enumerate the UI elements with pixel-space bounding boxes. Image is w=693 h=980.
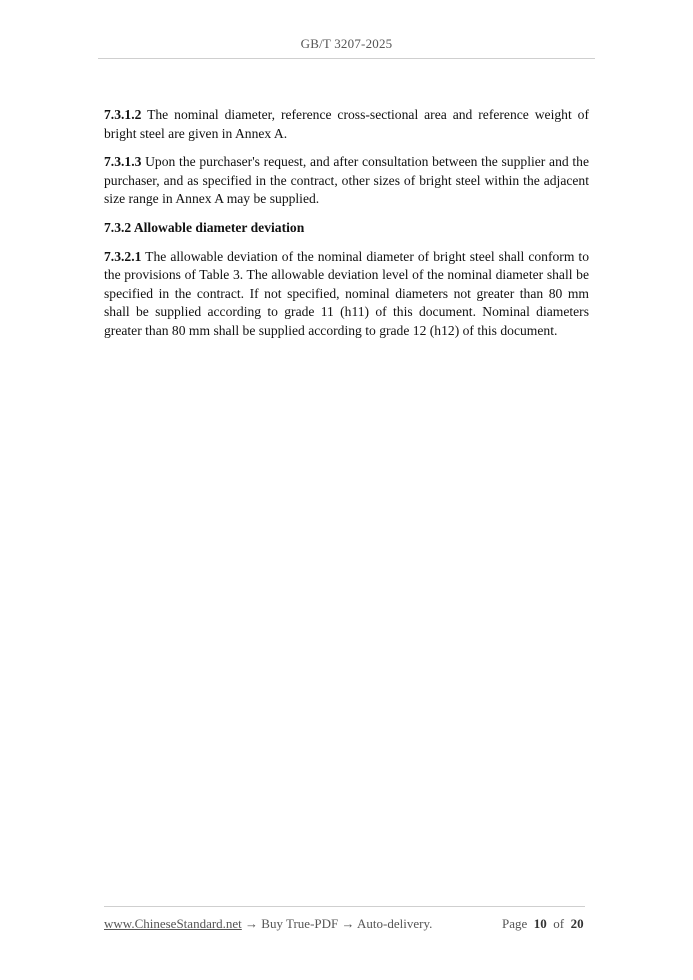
clause-7-3-2-1 [104,248,589,341]
page-total: 20 [570,916,584,931]
page-of: of [553,916,565,931]
clause-number: 7.3.2.1 [104,248,142,264]
clause-text: The allowable deviation of the nominal diameter of bright steel shall conform to the provisions of Table 3. The allowable deviation level of the nominal diameter shall be specified in the contract. If not specified, nominal diameters not greater than 80 mm shall be supplied according to grade 11 (h11) of this document. Nominal diameters greater than 80 mm shall be supplied according to grade 12 (h12) of this document. [104,248,589,338]
clause-number: 7.3.1.2 [104,107,142,122]
clause-7-3-1-3 [104,153,589,209]
document-body [104,106,589,351]
footer-divider [104,906,585,907]
clause-text: The nominal diameter, reference cross-sectional area and reference weight of bright steel are given in Annex A. [104,107,589,141]
arrow-icon: → [338,916,358,931]
section-heading-7-3-2: 7.3.2 Allowable diameter deviation [104,219,305,235]
delivery-text: Auto-delivery. [357,916,433,931]
page-header-title: GB/T 3207-2025 [300,36,393,51]
arrow-icon: → [241,916,262,931]
site-link[interactable]: www.ChineseStandard.net [104,916,242,931]
buy-link[interactable]: Buy True-PDF [261,916,339,931]
clause-text: Upon the purchaser's request, and after consultation between the supplier and the purchaser, and as specified in the contract, other sizes of bright steel within the adjacent size range in Annex A may be supplied. [104,154,589,207]
page-label: Page [502,916,528,931]
page-indicator [502,916,584,932]
footer-promo [104,916,432,932]
header-divider [98,58,595,59]
clause-7-3-1-2 [104,106,589,143]
page-current: 10 [533,916,547,931]
clause-number: 7.3.1.3 [104,154,142,170]
